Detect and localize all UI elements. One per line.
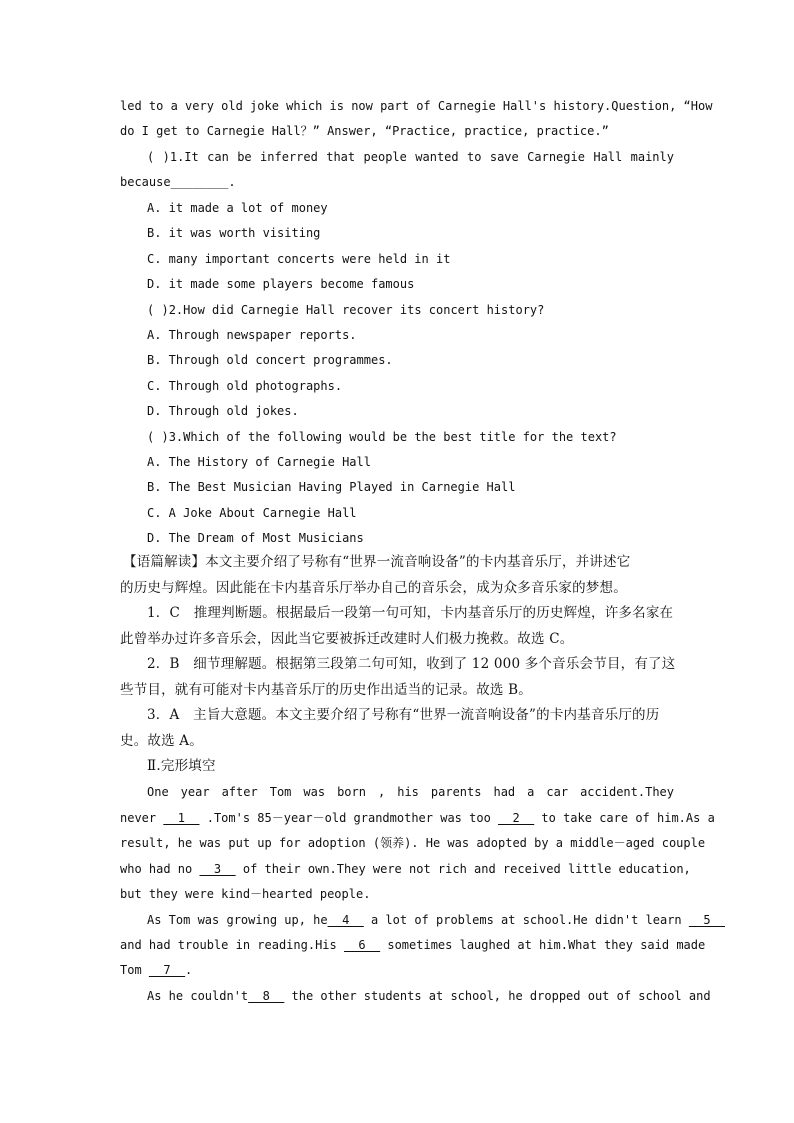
cloze-blank-3[interactable]: __3__ bbox=[199, 862, 236, 876]
answer-explanation-1: 1．C 推理判断题。根据最后一段第一句可知，卡内基音乐厅的历史辉煌，许多名家在 bbox=[147, 605, 674, 621]
answer-bracket[interactable]: ( ) bbox=[147, 303, 169, 317]
cloze-line: result, he was put up for adoption (领养). He was adopted by a middle－aged couple bbox=[120, 836, 706, 850]
question-2-stem: ( )2.How did Carnegie Hall recover its concert history? bbox=[147, 303, 545, 317]
cloze-blank-1[interactable]: __1__ bbox=[163, 811, 200, 825]
cloze-line: who had no __3__ of their own.They were not rich and received little education, bbox=[120, 862, 691, 876]
cloze-blank-5[interactable]: __5__ bbox=[688, 913, 726, 927]
option-d: D. The Dream of Most Musicians bbox=[147, 531, 364, 545]
answer-explanation-3: 史。故选 A。 bbox=[120, 733, 203, 749]
cloze-line: and had trouble in reading.His __6__ sometimes laughed at him.What they said made bbox=[120, 938, 706, 952]
option-c: C. Through old photographs. bbox=[147, 379, 343, 393]
option-a: A. Through newspaper reports. bbox=[147, 328, 357, 342]
answer-bracket[interactable]: ( ) bbox=[147, 150, 170, 164]
analysis-intro: 的历史与辉煌。因此能在卡内基音乐厅举办自己的音乐会，成为众多音乐家的梦想。 bbox=[120, 580, 627, 596]
option-c: C. A Joke About Carnegie Hall bbox=[147, 506, 357, 520]
section-title: Ⅱ.完形填空 bbox=[147, 758, 216, 774]
option-c: C. many important concerts were held in it bbox=[147, 252, 451, 266]
cloze-blank-2[interactable]: __2__ bbox=[498, 811, 535, 825]
option-a: A. it made a lot of money bbox=[147, 201, 328, 215]
question-3-stem: ( )3.Which of the following would be the best title for the text? bbox=[147, 430, 617, 444]
cloze-blank-7[interactable]: __7__ bbox=[148, 963, 186, 977]
answer-explanation-3: 3．A 主旨大意题。本文主要介绍了号称有“世界一流音响设备”的卡内基音乐厅的历 bbox=[147, 707, 660, 723]
answer-explanation-2: 些节目，就有可能对卡内基音乐厅的历史作出适当的记录。故选 B。 bbox=[120, 682, 532, 698]
option-d: D. Through old jokes. bbox=[147, 404, 299, 418]
cloze-line: As he couldn't__8__ the other students at school, he dropped out of school and bbox=[147, 989, 711, 1003]
answer-bracket[interactable]: ( ) bbox=[147, 430, 169, 444]
option-a: A. The History of Carnegie Hall bbox=[147, 455, 371, 469]
option-b: B. it was worth visiting bbox=[147, 226, 321, 240]
passage-line: led to a very old joke which is now part of Carnegie Hall's history.Question, “How bbox=[120, 99, 713, 113]
cloze-line: As Tom was growing up, he__4__ a lot of problems at school.He didn't learn __5__ bbox=[147, 913, 726, 927]
passage-line: do I get to Carnegie Hall？” Answer, “Practice, practice, practice.” bbox=[120, 124, 609, 138]
cloze-blank-6[interactable]: __6__ bbox=[343, 938, 381, 952]
option-b: B. Through old concert programmes. bbox=[147, 353, 393, 367]
answer-explanation-2: 2．B 细节理解题。根据第三段第二句可知，收到了 12 000 多个音乐会节目，有了这 bbox=[147, 656, 676, 672]
answer-explanation-1: 此曾举办过许多音乐会，因此当它要被拆迁改建时人们极力挽救。故选 C。 bbox=[120, 631, 574, 647]
option-b: B. The Best Musician Having Played in Carnegie Hall bbox=[147, 480, 516, 494]
cloze-blank-8[interactable]: __8__ bbox=[248, 989, 285, 1003]
question-1-stem-continued: because________. bbox=[120, 175, 236, 189]
question-1-stem: ( )1.It can be inferred that people wanted to save Carnegie Hall mainly bbox=[147, 150, 674, 164]
cloze-line: never __1__ .Tom's 85－year－old grandmother was too __2__ to take care of him.As a bbox=[120, 811, 715, 825]
cloze-line: but they were kind－hearted people. bbox=[120, 887, 371, 901]
option-d: D. it made some players become famous bbox=[147, 277, 415, 291]
cloze-blank-4[interactable]: __4__ bbox=[327, 913, 364, 927]
cloze-line: Tom __7__. bbox=[120, 963, 193, 977]
analysis-intro: 【语篇解读】本文主要介绍了号称有“世界一流音响设备”的卡内基音乐厅，并讲述它 bbox=[123, 554, 631, 570]
cloze-line: One year after Tom was born , his parents had a car accident.They bbox=[147, 785, 674, 799]
answer-blank: ________ bbox=[170, 175, 229, 189]
